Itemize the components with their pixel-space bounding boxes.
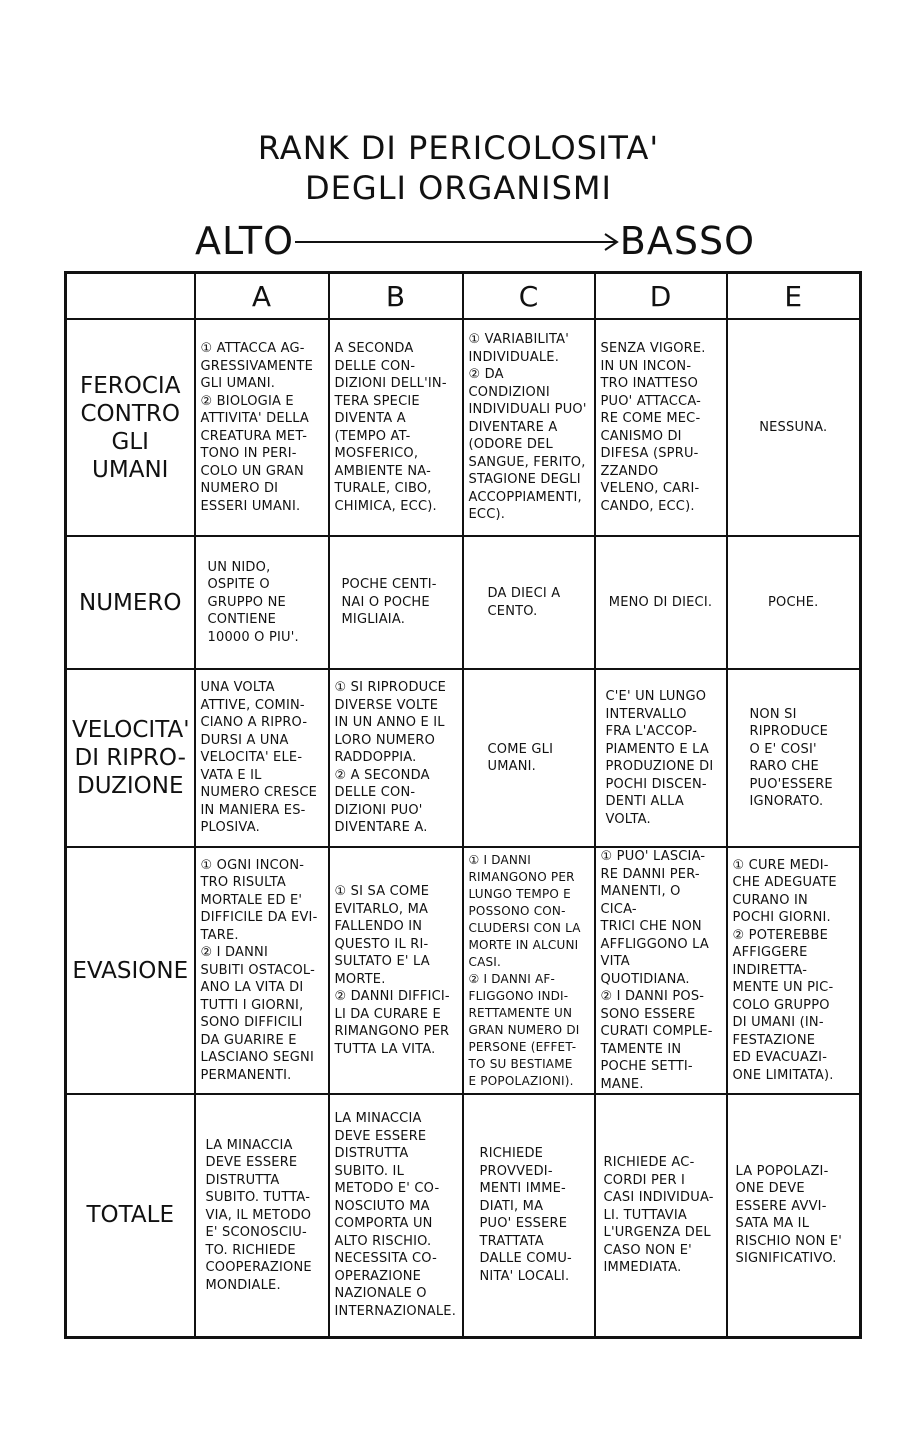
cell-evasione-c: ① I DANNI RIMANGONO PER LUNGO TEMPO E POSSONO CON- CLUDERSI CON LA MORTE IN ALCUNI CASI. ② I DANNI AF- FLIGGONO INDI- RETTAMENTE UN GRAN NUMERO DI PERSONE (EFFET- TO SU BESTIAME E POPOLAZIONI). (463, 847, 595, 1094)
right-arrow-icon (293, 232, 623, 252)
danger-rank-table (64, 271, 862, 1339)
page-title-line-1: RANK DI PERICOLOSITA' (257, 129, 660, 167)
column-header-b: B (329, 273, 463, 320)
corner-cell (66, 273, 195, 320)
row-header-numero: NUMERO (66, 536, 195, 669)
cell-ferocia-d: SENZA VIGORE. IN UN INCON- TRO INATTESO PUO' ATTACCA- RE COME MEC- CANISMO DI DIFESA (SPRU- ZZANDO VELENO, CARI- CANDO, ECC). (595, 319, 727, 536)
table-header-row (66, 273, 861, 320)
scale-low-label: BASSO (619, 219, 755, 263)
cell-numero-b: POCHE CENTI- NAI O POCHE MIGLIAIA. (329, 536, 463, 669)
cell-ferocia-a: ① ATTACCA AG- GRESSIVAMENTE GLI UMANI. ② BIOLOGIA E ATTIVITA' DELLA CREATURA MET- TONO IN PERI- COLO UN GRAN NUMERO DI ESSERI UMANI. (195, 319, 329, 536)
cell-ferocia-e: NESSUNA. (727, 319, 861, 536)
table-row-ferocia (66, 319, 861, 536)
table-row-evasione (66, 847, 861, 1094)
cell-totale-e: LA POPOLAZI- ONE DEVE ESSERE AVVI- SATA MA IL RISCHIO NON E' SIGNIFICATIVO. (727, 1094, 861, 1337)
column-header-d: D (595, 273, 727, 320)
table-row-numero (66, 536, 861, 669)
table-row-totale (66, 1094, 861, 1337)
cell-evasione-b: ① SI SA COME EVITARLO, MA FALLENDO IN QUESTO IL RI- SULTATO E' LA MORTE. ② DANNI DIFFICI- LI DA CURARE E RIMANGONO PER TUTTA LA VITA. (329, 847, 463, 1094)
cell-ferocia-c: ① VARIABILITA' INDIVIDUALE. ② DA CONDIZIONI INDIVIDUALI PUO' DIVENTARE A (ODORE DEL SANGUE, FERITO, STAGIONE DEGLI ACCOPPIAMENTI, ECC). (463, 319, 595, 536)
column-header-e: E (727, 273, 861, 320)
cell-velocita-d: C'E' UN LUNGO INTERVALLO FRA L'ACCOP- PIAMENTO E LA PRODUZIONE DI POCHI DISCEN- DENTI ALLA VOLTA. (595, 669, 727, 847)
cell-totale-b: LA MINACCIA DEVE ESSERE DISTRUTTA SUBITO. IL METODO E' CO- NOSCIUTO MA COMPORTA UN ALTO RISCHIO. NECESSITA CO- OPERAZIONE NAZIONALE O INTERNAZIONALE. (329, 1094, 463, 1337)
cell-velocita-a: UNA VOLTA ATTIVE, COMIN- CIANO A RIPRO- DURSI A UNA VELOCITA' ELE- VATA E IL NUMERO CRESCE IN MANIERA ES- PLOSIVA. (195, 669, 329, 847)
cell-numero-c: DA DIECI A CENTO. (463, 536, 595, 669)
row-header-ferocia (66, 319, 195, 536)
page-title-line-2: DEGLI ORGANISMI (305, 169, 612, 207)
scale-high-label: ALTO (195, 219, 295, 263)
cell-velocita-e: NON SI RIPRODUCE O E' COSI' RARO CHE PUO'ESSERE IGNORATO. (727, 669, 861, 847)
cell-evasione-d: ① PUO' LASCIA- RE DANNI PER- MANENTI, O CICA- TRICI CHE NON AFFLIGGONO LA VITA QUOTIDIANA. ② I DANNI POS- SONO ESSERE CURATI COMPLE- TAMENTE IN POCHE SETTI- MANE. (595, 847, 727, 1094)
column-header-a: A (195, 273, 329, 320)
row-header-velocita (66, 669, 195, 847)
cell-totale-c: RICHIEDE PROVVEDI- MENTI IMME- DIATI, MA PUO' ESSERE TRATTATA DALLE COMU- NITA' LOCALI. (463, 1094, 595, 1337)
row-header-label: FEROCIA CONTRO GLI UMANI (80, 372, 181, 483)
cell-numero-a: UN NIDO, OSPITE O GRUPPO NE CONTIENE 10000 O PIU'. (195, 536, 329, 669)
cell-totale-a: LA MINACCIA DEVE ESSERE DISTRUTTA SUBITO. TUTTA- VIA, IL METODO E' SCONOSCIU- TO. RICHIEDE COOPERAZIONE MONDIALE. (195, 1094, 329, 1337)
row-header-label: VELOCITA' DI RIPRO- DUZIONE (72, 717, 190, 799)
cell-ferocia-b: A SECONDA DELLE CON- DIZIONI DELL'IN- TERA SPECIE DIVENTA A (TEMPO AT- MOSFERICO, AMBIENTE NA- TURALE, CIBO, CHIMICA, ECC). (329, 319, 463, 536)
cell-evasione-e: ① CURE MEDI- CHE ADEGUATE CURANO IN POCHI GIORNI. ② POTEREBBE AFFIGGERE INDIRETTA- MENTE UN PIC- COLO GRUPPO DI UMANI (IN- FESTAZIONE ED EVACUAZI- ONE LIMITATA). (727, 847, 861, 1094)
table-row-velocita (66, 669, 861, 847)
row-header-totale: TOTALE (66, 1094, 195, 1337)
danger-scale (195, 218, 755, 264)
cell-velocita-c: COME GLI UMANI. (463, 669, 595, 847)
row-header-evasione: EVASIONE (66, 847, 195, 1094)
cell-totale-d: RICHIEDE AC- CORDI PER I CASI INDIVIDUA- LI. TUTTAVIA L'URGENZA DEL CASO NON E' IMMEDIATA. (595, 1094, 727, 1337)
column-header-c: C (463, 273, 595, 320)
cell-numero-e: POCHE. (727, 536, 861, 669)
cell-evasione-a: ① OGNI INCON- TRO RISULTA MORTALE ED E' DIFFICILE DA EVI- TARE. ② I DANNI SUBITI OSTACOL- ANO LA VITA DI TUTTI I GIORNI, SONO DIFFICILI DA GUARIRE E LASCIANO SEGNI PERMANENTI. (195, 847, 329, 1094)
cell-numero-d: MENO DI DIECI. (595, 536, 727, 669)
cell-velocita-b: ① SI RIPRODUCE DIVERSE VOLTE IN UN ANNO E IL LORO NUMERO RADDOPPIA. ② A SECONDA DELLE CON- DIZIONI PUO' DIVENTARE A. (329, 669, 463, 847)
